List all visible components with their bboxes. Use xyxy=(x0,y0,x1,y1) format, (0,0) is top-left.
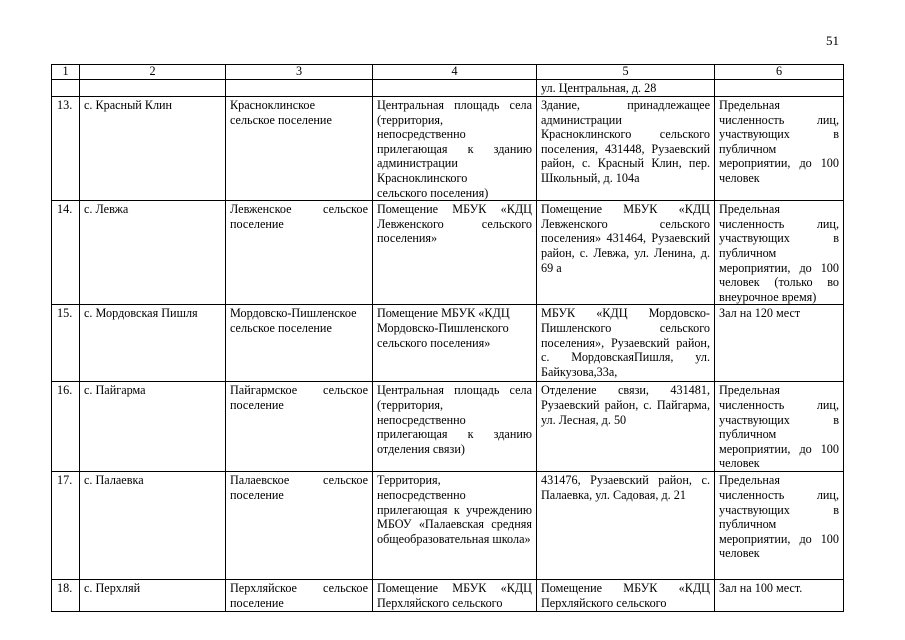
continuation-row xyxy=(52,80,844,97)
address-cell: Помещение МБУК «КДЦ Перхляйского сельского xyxy=(537,580,715,612)
place-text: Центральная площадь села (территория, непосредственно прилегающая к зданию отделения связи) xyxy=(377,383,532,456)
address-cell: МБУК «КДЦ Мордовско-Пишленского сельского поселения», Рузаевский район, с. МордовскаяПишля, ул. Байкузова,33а, xyxy=(537,305,715,382)
column-header: 6 xyxy=(715,65,844,80)
table-cell xyxy=(226,80,373,97)
settlement-cell: Палаевское сельское поселение xyxy=(226,472,373,580)
settlement-cell: Пайгармское сельское поселение xyxy=(226,382,373,472)
place-cell: Помещение МБУК «КДЦ Левженского сельского поселения» xyxy=(373,201,537,305)
settlement-cell: Перхляйское сельское поселение xyxy=(226,580,373,612)
table-row xyxy=(52,472,844,580)
column-number-row xyxy=(52,65,844,80)
village-cell: с. Мордовская Пишля xyxy=(80,305,226,382)
row-number: 18. xyxy=(52,580,80,612)
address-cell: Помещение МБУК «КДЦ Левженского сельского поселения» 431464, Рузаевский район, с. Левжа, ул. Ленина, д. 69 а xyxy=(537,201,715,305)
place-text: Центральная площадь села (территория, непосредственно прилегающая к зданию администрации Красноклинского сельского поселения) xyxy=(377,98,532,200)
settlement-cell: Левженское сельское поселение xyxy=(226,201,373,305)
table-row xyxy=(52,305,844,382)
address-cell: ул. Центральная, д. 28 xyxy=(537,80,715,97)
row-number: 13. xyxy=(52,97,80,201)
village-cell: с. Красный Клин xyxy=(80,97,226,201)
place-cell xyxy=(373,382,537,472)
place-cell: Помещение МБУК «КДЦ Мордовско-Пишленского сельского поселения» xyxy=(373,305,537,382)
settlement-text: Красноклинское сельское поселение xyxy=(230,98,332,127)
row-number: 15. xyxy=(52,305,80,382)
address-cell: Отделение связи, 431481, Рузаевский район, с. Пайгарма, ул. Лесная, д. 50 xyxy=(537,382,715,472)
address-cell: Здание, принадлежащее администрации Красноклинского сельского поселения, 431448, Рузаевский район, с. Красный Клин, пер. Школьный, д. 104а xyxy=(537,97,715,201)
row-number: 17. xyxy=(52,472,80,580)
settlement-cell: Мордовско-Пишленское сельское поселение xyxy=(226,305,373,382)
table-row xyxy=(52,580,844,612)
place-cell xyxy=(373,472,537,580)
venues-table xyxy=(51,64,844,612)
limit-cell: Зал на 100 мест. xyxy=(715,580,844,612)
limit-cell: Предельная численность лиц, участвующих в публичном мероприятии, до 100 человек (только во внеурочное время) xyxy=(715,201,844,305)
table-row xyxy=(52,201,844,305)
settlement-cell xyxy=(226,97,373,201)
table-row xyxy=(52,97,844,201)
table-cell xyxy=(715,80,844,97)
column-header: 1 xyxy=(52,65,80,80)
table-cell xyxy=(373,80,537,97)
table-cell xyxy=(52,80,80,97)
column-header: 5 xyxy=(537,65,715,80)
limit-cell: Предельная численность лиц, участвующих в публичном мероприятии, до 100 человек xyxy=(715,97,844,201)
row-number: 16. xyxy=(52,382,80,472)
address-cell: 431476, Рузаевский район, с. Палаевка, ул. Садовая, д. 21 xyxy=(537,472,715,580)
table-row xyxy=(52,382,844,472)
village-cell: с. Левжа xyxy=(80,201,226,305)
village-cell: с. Палаевка xyxy=(80,472,226,580)
column-header: 2 xyxy=(80,65,226,80)
table-cell xyxy=(80,80,226,97)
page-number: 51 xyxy=(826,33,839,48)
place-cell xyxy=(373,97,537,201)
limit-cell: Предельная численность лиц, участвующих в публичном мероприятии, до 100 человек xyxy=(715,472,844,580)
village-cell: с. Пайгарма xyxy=(80,382,226,472)
limit-cell: Предельная численность лиц, участвующих в публичном мероприятии, до 100 человек xyxy=(715,382,844,472)
village-cell: с. Перхляй xyxy=(80,580,226,612)
place-text: Территория, непосредственно прилегающая к учреждению МБОУ «Палаевская средняя общеобразовательная школа» xyxy=(377,473,532,546)
column-header: 3 xyxy=(226,65,373,80)
column-header: 4 xyxy=(373,65,537,80)
limit-cell: Зал на 120 мест xyxy=(715,305,844,382)
row-number: 14. xyxy=(52,201,80,305)
place-cell: Помещение МБУК «КДЦ Перхляйского сельского xyxy=(373,580,537,612)
